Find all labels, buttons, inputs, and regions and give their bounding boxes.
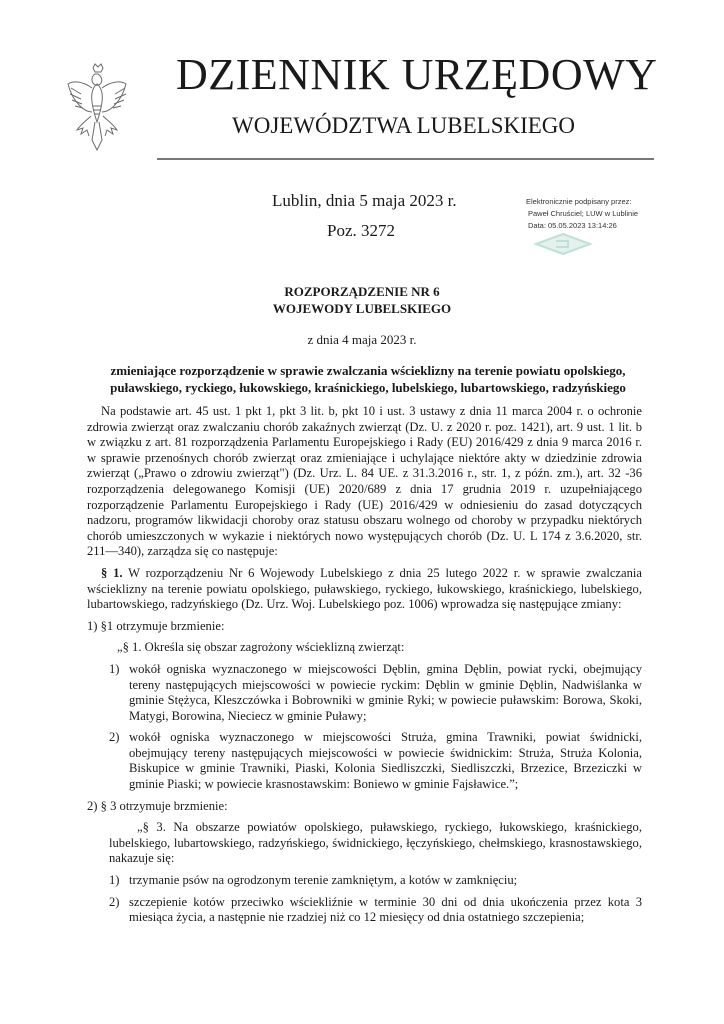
list-item xyxy=(87,662,642,724)
signature-check-icon xyxy=(532,233,594,255)
journal-subtitle: WOJEWÓDZTWA LUBELSKIEGO xyxy=(232,113,576,138)
change-2-heading: 2) § 3 otrzymuje brzmienie: xyxy=(87,798,228,813)
place-and-date: Lublin, dnia 5 maja 2023 r. xyxy=(272,191,457,210)
act-title-line-1: ROZPORZĄDZENIE NR 6 xyxy=(284,284,440,299)
document-body xyxy=(87,404,642,926)
list-item-number: 2) xyxy=(109,730,120,745)
preamble: Na podstawie art. 45 ust. 1 pkt 1, pkt 3 lit. b, pkt 10 i ust. 3 ustawy z dnia 11 marca 2004 r. o ochronie zdrowia zwierząt oraz zwalczaniu chorób zakaźnych zwierząt (Dz. U. z 2020 r. poz. 1421), art. 9 ust. 1 lit. b w związku z art. 81 rozporządzenia Parlamentu Europejskiego i Rady (EU) 2016/429 z dnia 9 marca 2016 r. w sprawie przenośnych chorób zwierząt oraz zmieniające i uchylające niektóre akty w dziedzinie zdrowia zwierząt („Prawo o zdrowiu zwierząt") (Dz. Urz. L. 84 UE. z 31.3.2016 r., str. 1, z późn. zm.), art. 32 -36 rozporządzenia delegowanego Komisji (UE) 2020/689 z dnia 17 grudnia 2019 r. uzupełniającego rozporządzenie Parlamentu Europejskiego i Rady (UE) 2016/429 w odniesieniu do zasad dotyczących nadzoru, programów likwidacji choroby oraz statusu obszaru wolnego od choroby w przypadku niektórych chorób umieszczonych w wykazie i niektórych nowo występujących chorób (Dz. U. L 174 z 3.6.2020, str. 211—340), zarządza się co następuje: xyxy=(87,404,642,559)
list-item xyxy=(87,895,642,926)
section-1-text: W rozporządzeniu Nr 6 Wojewody Lubelskiego z dnia 25 lutego 2022 r. w sprawie zwalczania wścieklizny na terenie powiatu opolskiego, puławskiego, ryckiego, łukowskiego, kraśnickiego, lubelskiego, lubartowskiego, radzyńskiego (Dz. Urz. Woj. Lubelskiego poz. 1006) wprowadza się następujące zmiany: xyxy=(87,565,642,612)
list-item-number: 2) xyxy=(109,894,120,909)
change-1-quote: „§ 1. Określa się obszar zagrożony wścieklizną zwierząt: xyxy=(117,640,405,655)
act-title-line-2: WOJEWODY LUBELSKIEGO xyxy=(272,301,452,316)
list-item xyxy=(87,873,642,889)
signature-line-2: Paweł Chruściel; LUW w Lublinie xyxy=(528,209,639,218)
header-divider xyxy=(157,158,654,160)
section-1 xyxy=(87,566,642,613)
change-1-heading: 1) §1 otrzymuje brzmienie: xyxy=(87,618,225,633)
electronic-signature xyxy=(526,196,638,232)
list-item-text: szczepienie kotów przeciwko wściekliźnie w terminie 30 dni od dnia ukończenia przez kota 3 miesiąca życia, a następnie nie rzadziej niż co 12 miesięcy od dnia ostatniego szczepienia; xyxy=(129,894,642,925)
section-1-label: § 1. xyxy=(101,565,123,580)
position-number: Poz. 3272 xyxy=(327,221,395,240)
signature-line-3: Data: 05.05.2023 13:14:26 xyxy=(528,221,617,230)
list-item-number: 1) xyxy=(109,661,120,676)
act-title xyxy=(0,283,724,317)
journal-title: DZIENNIK URZĘDOWY xyxy=(176,50,658,99)
list-item-text: wokół ogniska wyznaczonego w miejscowości Dęblin, gmina Dęblin, powiat rycki, obejmujący tereny następujących miejscowości w powiecie ryckim: Dęblin w gminie Dęblin, Nadwiślanka w gminie Stężyca, Kleszczówka i Bobrowniki w gminie Ryki; w powiecie puławskim: Borowa, Skoki, Matygi, Borowina, Nieciecz w gminie Puławy; xyxy=(129,661,642,723)
act-date: z dnia 4 maja 2023 r. xyxy=(307,332,417,347)
act-subject: zmieniające rozporządzenie w sprawie zwalczania wścieklizny na terenie powiatu opolskiego, puławskiego, ryckiego, łukowskiego, kraśnickiego, lubelskiego, lubartowskiego, radzyńskiego xyxy=(110,363,626,395)
list-item-text: wokół ogniska wyznaczonego w miejscowości Struża, gmina Trawniki, powiat świdnicki, obejmujący tereny następujących miejscowości w powiecie świdnickim: Struża, Struża Kolonia, Biskupice w gminie Trawniki, Piaski, Kolonia Siedliszczki, Siedliszczki, Brzezice, Brzeziczki w gminie Piaski; w powiecie krasnostawskim: Boniewo w gminie Fajsławice.”; xyxy=(129,730,642,792)
list-item-text: trzymanie psów na ogrodzonym terenie zamkniętym, a kotów w zamknięciu; xyxy=(129,873,518,888)
signature-line-1: Elektronicznie podpisany przez: xyxy=(526,197,632,206)
list-item xyxy=(87,730,642,792)
polish-eagle-emblem-icon xyxy=(67,62,129,154)
list-item-number: 1) xyxy=(109,873,120,888)
change-2-quote: „§ 3. Na obszarze powiatów opolskiego, puławskiego, ryckiego, łukowskiego, kraśnickiego, lubelskiego, lubartowskiego, radzyńskiego, świdnickiego, łęczyńskiego, chełmskiego, krasnostawskiego, nakazuje się: xyxy=(109,820,642,866)
